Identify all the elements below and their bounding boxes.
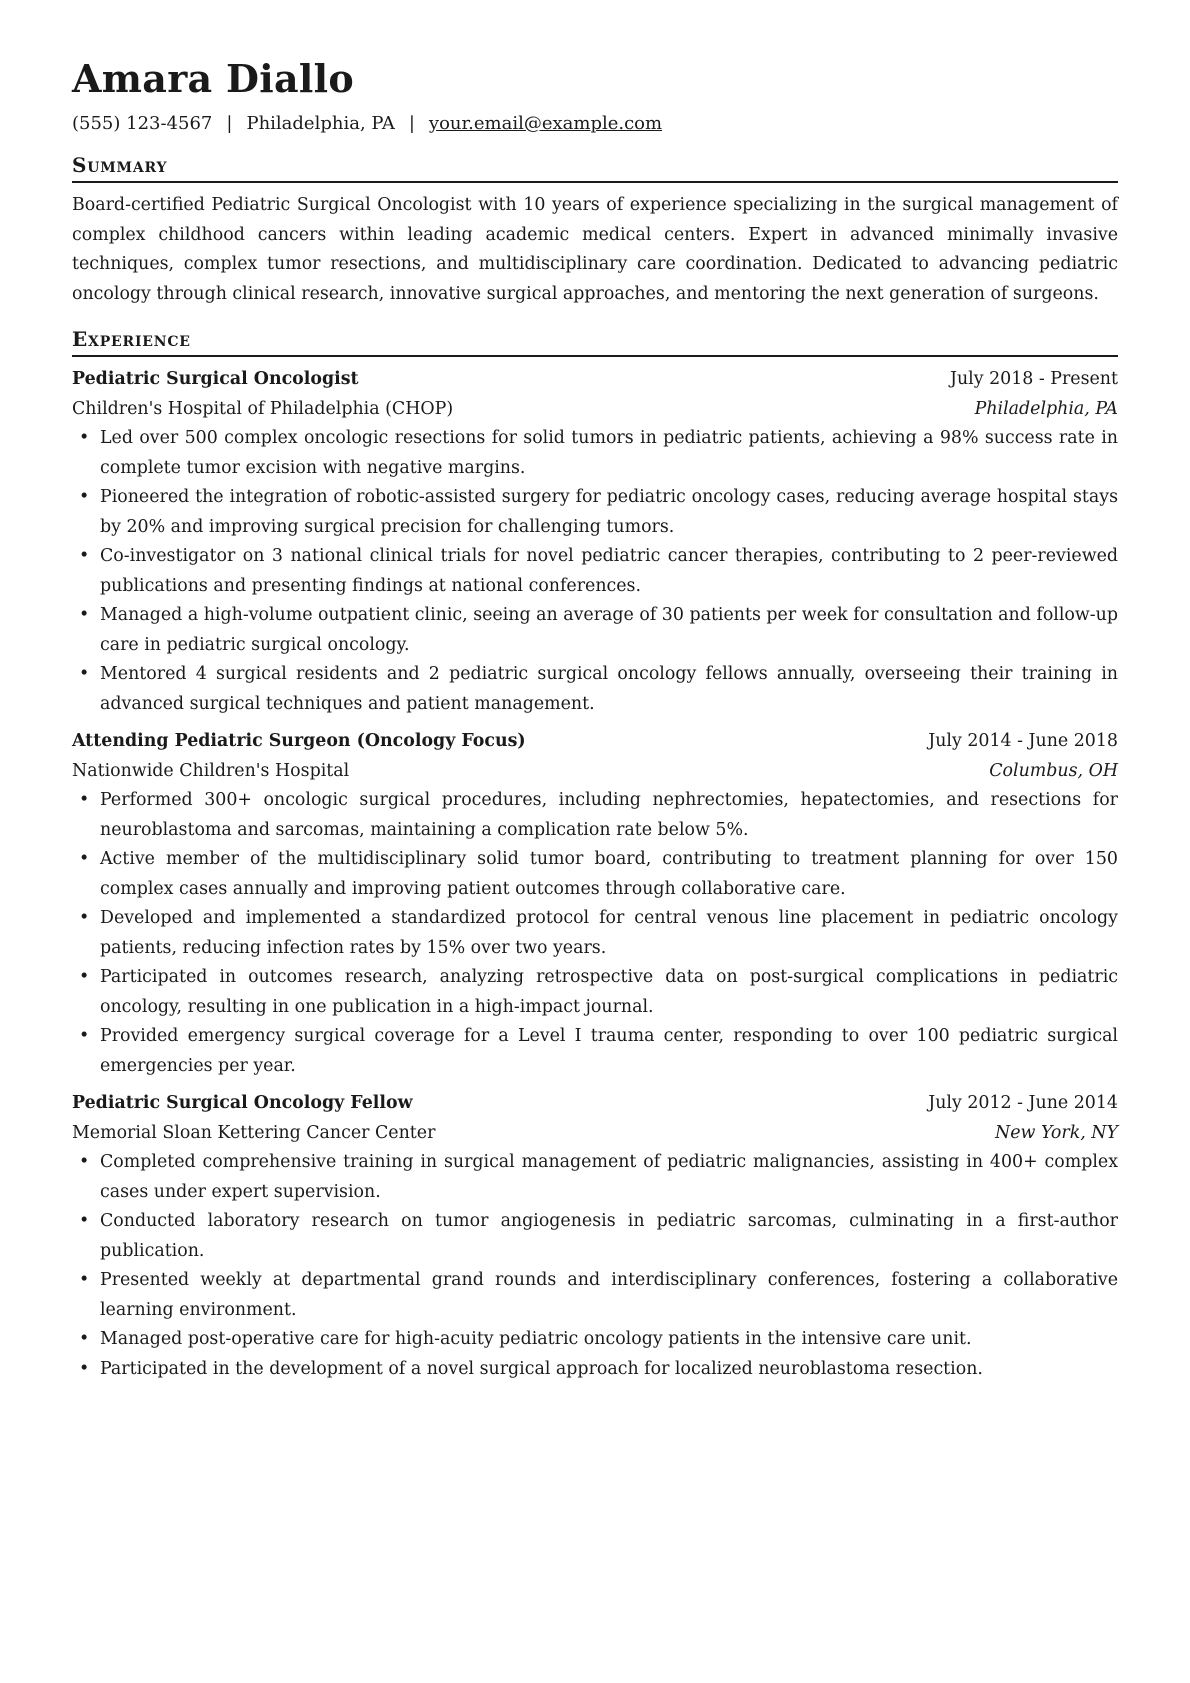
list-item: • Performed 300+ oncologic surgical procedures, including nephrectomies, hepatectomies, and resections for neuroblastoma and sarcomas, maintaining a complication rate below 5%. xyxy=(72,786,1118,845)
job-location: New York, NY xyxy=(995,1122,1118,1143)
job-entry xyxy=(72,727,1118,1081)
job-bullets xyxy=(72,1148,1118,1384)
list-item: • Co-investigator on 3 national clinical trials for novel pediatric cancer therapies, contributing to 2 peer-reviewed publications and presenting findings at national conferences. xyxy=(72,542,1118,601)
list-item: • Pioneered the integration of robotic-assisted surgery for pediatric oncology cases, reducing average hospital stays by 20% and improving surgical precision for challenging tumors. xyxy=(72,483,1118,542)
list-item: • Managed post-operative care for high-acuity pediatric oncology patients in the intensive care unit. xyxy=(72,1325,1118,1355)
job-dates: July 2012 - June 2014 xyxy=(928,1093,1118,1114)
list-item: • Presented weekly at departmental grand rounds and interdisciplinary conferences, fostering a collaborative learning environment. xyxy=(72,1266,1118,1325)
list-item: • Active member of the multidisciplinary solid tumor board, contributing to treatment planning for over 150 complex cases annually and improving patient outcomes through collaborative care. xyxy=(72,845,1118,904)
job-title: Attending Pediatric Surgeon (Oncology Focus) xyxy=(72,731,526,752)
list-item: • Participated in the development of a novel surgical approach for localized neuroblastoma resection. xyxy=(72,1355,1118,1385)
job-organization: Nationwide Children's Hospital xyxy=(72,760,350,781)
location: Philadelphia, PA xyxy=(246,112,395,134)
list-item: • Completed comprehensive training in surgical management of pediatric malignancies, assisting in 400+ complex cases under expert supervision. xyxy=(72,1148,1118,1207)
contact-line xyxy=(72,112,1118,135)
job-title: Pediatric Surgical Oncologist xyxy=(72,369,359,390)
list-item: • Led over 500 complex oncologic resections for solid tumors in pediatric patients, achieving a 98% success rate in complete tumor excision with negative margins. xyxy=(72,424,1118,483)
list-item: • Conducted laboratory research on tumor angiogenesis in pediatric sarcomas, culminating in a first-author publication. xyxy=(72,1207,1118,1266)
experience-list xyxy=(72,365,1118,1384)
candidate-name: Amara Diallo xyxy=(72,56,355,101)
job-organization: Memorial Sloan Kettering Cancer Center xyxy=(72,1122,436,1143)
job-bullets xyxy=(72,786,1118,1081)
list-item: • Participated in outcomes research, analyzing retrospective data on post-surgical complications in pediatric oncology, resulting in one publication in a high-impact journal. xyxy=(72,963,1118,1022)
experience-heading: Experience xyxy=(72,327,1118,357)
job-dates: July 2014 - June 2018 xyxy=(928,731,1118,752)
list-item: • Provided emergency surgical coverage for a Level I trauma center, responding to over 100 pediatric surgical emergencies per year. xyxy=(72,1022,1118,1081)
email-link[interactable]: your.email@example.com xyxy=(428,112,663,134)
job-entry xyxy=(72,1089,1118,1384)
job-title: Pediatric Surgical Oncology Fellow xyxy=(72,1093,413,1114)
phone-number: (555) 123-4567 xyxy=(72,112,213,134)
job-dates: July 2018 - Present xyxy=(950,369,1118,390)
job-location: Columbus, OH xyxy=(989,760,1118,781)
job-bullets xyxy=(72,424,1118,719)
job-organization: Children's Hospital of Philadelphia (CHOP) xyxy=(72,398,454,419)
summary-text: Board-certified Pediatric Surgical Oncologist with 10 years of experience specializing in the surgical management of complex childhood cancers within leading academic medical centers. Expert in advanced minimally invasive techniques, complex tumor resections, and multidisciplinary care coordination. Dedicated to advancing pediatric oncology through clinical research, innovative surgical approaches, and mentoring the next generation of surgeons. xyxy=(72,195,1118,304)
contact-separator: | xyxy=(226,112,233,134)
list-item: • Managed a high-volume outpatient clinic, seeing an average of 30 patients per week for consultation and follow-up care in pediatric surgical oncology. xyxy=(72,601,1118,660)
job-entry xyxy=(72,365,1118,719)
list-item: • Developed and implemented a standardized protocol for central venous line placement in pediatric oncology patients, reducing infection rates by 15% over two years. xyxy=(72,904,1118,963)
job-location: Philadelphia, PA xyxy=(974,398,1118,419)
summary-heading: Summary xyxy=(72,153,1118,183)
contact-separator: | xyxy=(408,112,415,134)
list-item: • Mentored 4 surgical residents and 2 pediatric surgical oncology fellows annually, overseeing their training in advanced surgical techniques and patient management. xyxy=(72,660,1118,719)
